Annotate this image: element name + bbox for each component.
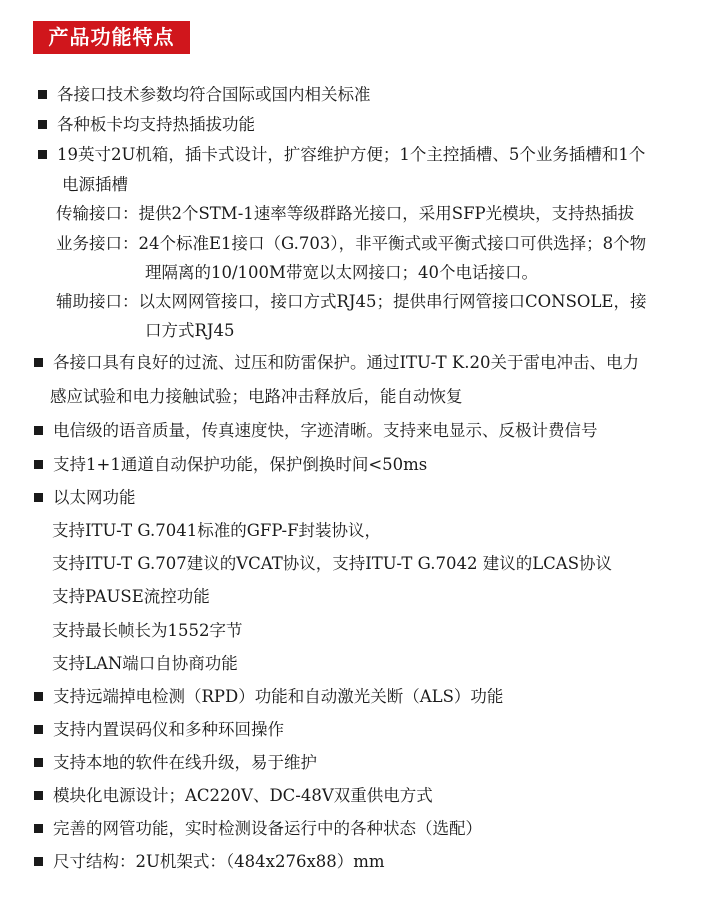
feature-continuation: 感应试验和电力接触试验；电路冲击释放后，能自动恢复 bbox=[50, 387, 463, 406]
feature-text: 19英寸2U机箱，插卡式设计，扩容维护方便；1个主控插槽、5个业务插槽和1个 bbox=[57, 145, 646, 164]
feature-item bbox=[38, 84, 371, 106]
interface-continuation: 理隔离的10/100M带宽以太网接口；40个电话接口。 bbox=[145, 263, 538, 282]
feature-item bbox=[38, 144, 645, 166]
interface-item-auxiliary bbox=[56, 291, 646, 313]
interface-label: 传输接口： bbox=[56, 204, 139, 223]
bullet-icon bbox=[34, 493, 43, 502]
section-title: 产品功能特点 bbox=[33, 21, 190, 54]
bullet-icon bbox=[34, 460, 43, 469]
ethernet-subitem: 支持ITU-T G.707建议的VCAT协议，支持ITU-T G.7042 建议的LCAS协议 bbox=[52, 554, 613, 573]
feature-text: 尺寸结构：2U机架式：（484x276x88）mm bbox=[53, 852, 385, 871]
bullet-icon bbox=[34, 358, 43, 367]
feature-text: 支持1+1通道自动保护功能，保护倒换时间<50ms bbox=[53, 455, 428, 474]
feature-continuation: 电源插槽 bbox=[62, 175, 128, 194]
feature-text: 各种板卡均支持热插拔功能 bbox=[57, 115, 255, 134]
feature-item bbox=[34, 719, 284, 741]
interface-text: 提供2个STM-1速率等级群路光接口，采用SFP光模块，支持热插拔 bbox=[138, 204, 635, 223]
ethernet-subitem: 支持LAN端口自协商功能 bbox=[52, 654, 238, 673]
feature-item bbox=[38, 114, 255, 136]
bullet-icon bbox=[34, 426, 43, 435]
feature-item bbox=[34, 352, 639, 374]
ethernet-subitem: 支持ITU-T G.7041标准的GFP-F封装协议， bbox=[52, 521, 382, 540]
bullet-icon bbox=[34, 791, 43, 800]
feature-text: 电信级的语音质量，传真速度快，字迹清晰。支持来电显示、反极计费信号 bbox=[53, 421, 598, 440]
bullet-icon bbox=[34, 857, 43, 866]
feature-text: 支持远端掉电检测（RPD）功能和自动激光关断（ALS）功能 bbox=[53, 687, 504, 706]
interface-item-transmission bbox=[56, 203, 634, 225]
feature-item bbox=[34, 454, 427, 476]
feature-text: 模块化电源设计；AC220V、DC-48V双重供电方式 bbox=[53, 786, 433, 805]
interface-text: 24个标准E1接口（G.703），非平衡式或平衡式接口可供选择；8个物 bbox=[138, 234, 647, 253]
bullet-icon bbox=[34, 824, 43, 833]
ethernet-subitem: 支持PAUSE流控功能 bbox=[52, 587, 210, 606]
feature-item bbox=[34, 420, 598, 442]
feature-text: 各接口技术参数均符合国际或国内相关标准 bbox=[57, 85, 371, 104]
bullet-icon bbox=[38, 90, 47, 99]
ethernet-subitem: 支持最长帧长为1552字节 bbox=[52, 621, 243, 640]
feature-item bbox=[34, 487, 136, 509]
feature-text: 完善的网管功能，实时检测设备运行中的各种状态（选配） bbox=[53, 819, 482, 838]
feature-item bbox=[34, 818, 482, 840]
feature-text: 以太网功能 bbox=[53, 488, 136, 507]
interface-item-service bbox=[56, 233, 646, 255]
feature-item bbox=[34, 851, 385, 873]
feature-item bbox=[34, 686, 503, 708]
interface-label: 辅助接口： bbox=[56, 292, 139, 311]
bullet-icon bbox=[34, 692, 43, 701]
interface-label: 业务接口： bbox=[56, 234, 139, 253]
feature-text: 支持本地的软件在线升级，易于维护 bbox=[53, 753, 317, 772]
feature-item bbox=[34, 785, 433, 807]
bullet-icon bbox=[38, 150, 47, 159]
feature-text: 各接口具有良好的过流、过压和防雷保护。通过ITU-T K.20关于雷电冲击、电力 bbox=[53, 353, 639, 372]
feature-text: 支持内置误码仪和多种环回操作 bbox=[53, 720, 284, 739]
interface-continuation: 口方式RJ45 bbox=[145, 321, 235, 340]
bullet-icon bbox=[34, 758, 43, 767]
bullet-icon bbox=[38, 120, 47, 129]
feature-item bbox=[34, 752, 317, 774]
bullet-icon bbox=[34, 725, 43, 734]
interface-text: 以太网网管接口，接口方式RJ45；提供串行网管接口CONSOLE，接 bbox=[138, 292, 647, 311]
